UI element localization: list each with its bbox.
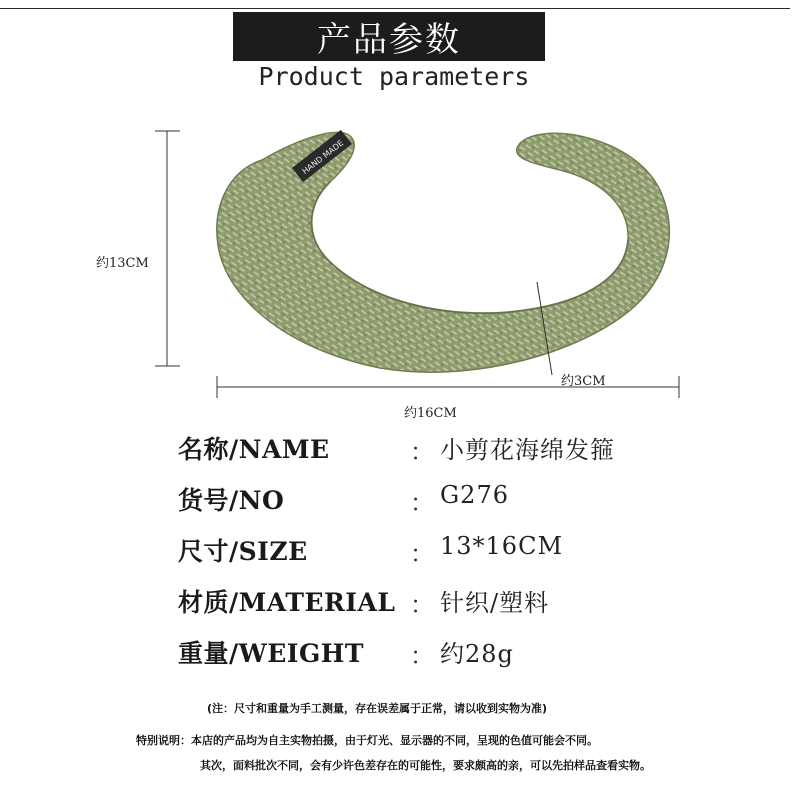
param-row-size [178,532,738,572]
height-label: 约13CM [96,256,149,271]
width-dimension-line [217,376,679,398]
param-row-weight [178,634,738,674]
page-title: 产品参数 [233,12,545,61]
color-difference-note: 其次，面料批次不同，会有少许色差存在的可能性，要求颇高的亲，可以先拍样品查看实物。 [200,759,651,772]
param-value: 针织/塑料 [440,589,550,617]
measurement-note: (注：尺寸和重量为手工测量，存在误差属于正常，请以收到实物为准) [207,702,548,715]
param-value: 约28g [440,640,514,668]
param-row-material [178,583,738,623]
param-label: 货号/NO [178,486,285,515]
param-colon: ： [410,540,434,568]
height-dimension-line [155,131,180,366]
param-value: 13*16CM [440,532,564,560]
thickness-label: 约3CM [561,374,606,389]
param-value: 小剪花海绵发箍 [440,436,615,464]
page-subtitle: Product parameters [258,62,530,91]
headband-shape [217,132,669,372]
param-label: 名称/NAME [178,435,330,464]
tag-text: HAND MADE [300,138,346,177]
special-note: 特别说明：本店的产品均为自主实物拍摄，由于灯光、显示器的不同，呈现的色值可能会不同。 [136,734,598,747]
param-label: 材质/MATERIAL [178,588,396,617]
width-label: 约16CM [404,406,457,421]
param-label: 尺寸/SIZE [178,537,308,566]
param-row-name [178,430,738,470]
param-colon: ： [410,591,434,619]
param-colon: ： [410,438,434,466]
param-label: 重量/WEIGHT [178,639,365,668]
param-colon: ： [410,642,434,670]
param-colon: ： [410,489,434,517]
param-value: G276 [440,481,509,509]
param-row-no [178,481,738,521]
